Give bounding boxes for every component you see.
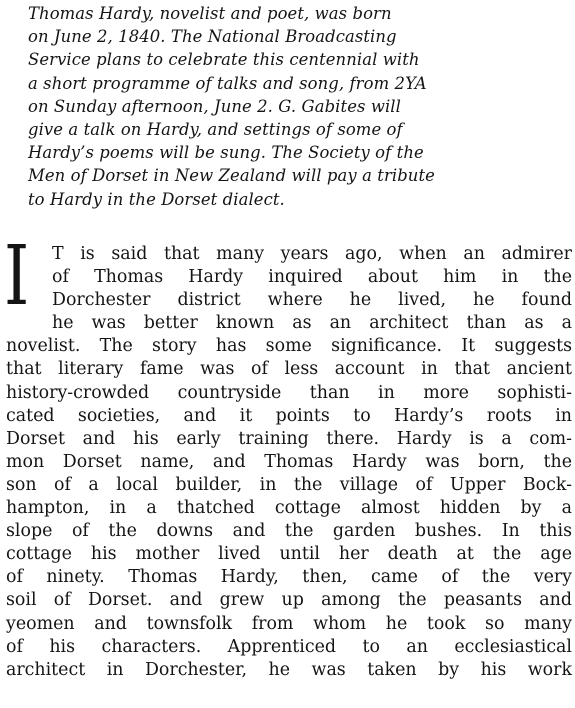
body-line: of ninety. Thomas Hardy, then, came of the very — [6, 567, 572, 588]
intro-line: a short programme of talks and song, from 2YA — [28, 73, 427, 93]
body-line: Dorset and his early training there. Hardy is a com- — [6, 428, 572, 449]
intro-line: Men of Dorset in New Zealand will pay a tribute — [28, 166, 435, 186]
body-line: soil of Dorset. and grew up among the peasants and — [6, 590, 572, 611]
intro-paragraph — [28, 2, 548, 211]
article-body — [6, 243, 572, 682]
body-line: yeomen and townsfolk from whom he took so many — [6, 613, 572, 634]
drop-cap: I — [4, 229, 30, 324]
body-line: of Thomas Hardy inquired about him in the — [52, 267, 572, 288]
body-line: Dorchester district where he lived, he found — [52, 290, 572, 311]
body-line: mon Dorset name, and Thomas Hardy was born, the — [6, 451, 572, 472]
intro-line: on Sunday afternoon, June 2. G. Gabites will — [28, 96, 401, 116]
body-line: history-crowded countryside than in more sophisti- — [6, 382, 572, 403]
intro-line: on June 2, 1840. The National Broadcasting — [28, 27, 397, 47]
body-line: hampton, in a thatched cottage almost hidden by a — [6, 498, 572, 519]
body-line: he was better known as an architect than as a — [52, 313, 572, 334]
body-line: novelist. The story has some significance. It suggests — [6, 336, 572, 357]
body-line: that literary fame was of less account in that ancient — [6, 359, 572, 380]
intro-line: give a talk on Hardy, and settings of some of — [28, 120, 403, 140]
intro-line: Thomas Hardy, novelist and poet, was born — [28, 4, 392, 23]
intro-line: to Hardy in the Dorset dialect. — [28, 189, 285, 209]
body-line: architect in Dorchester, he was taken by his work — [6, 659, 572, 680]
body-line: T is said that many years ago, when an admirer — [52, 244, 572, 264]
intro-line: Service plans to celebrate this centennial with — [28, 50, 420, 70]
intro-line: Hardy’s poems will be sung. The Society of the — [28, 143, 424, 163]
body-line: cated societies, and it points to Hardy’s roots in — [6, 405, 572, 426]
body-line: son of a local builder, in the village of Upper Bock- — [6, 474, 572, 495]
body-line: slope of the downs and the garden bushes. In this — [6, 521, 572, 542]
body-line: cottage his mother lived until her death at the age — [6, 544, 572, 565]
body-line: of his characters. Apprenticed to an ecclesiastical — [6, 636, 572, 657]
